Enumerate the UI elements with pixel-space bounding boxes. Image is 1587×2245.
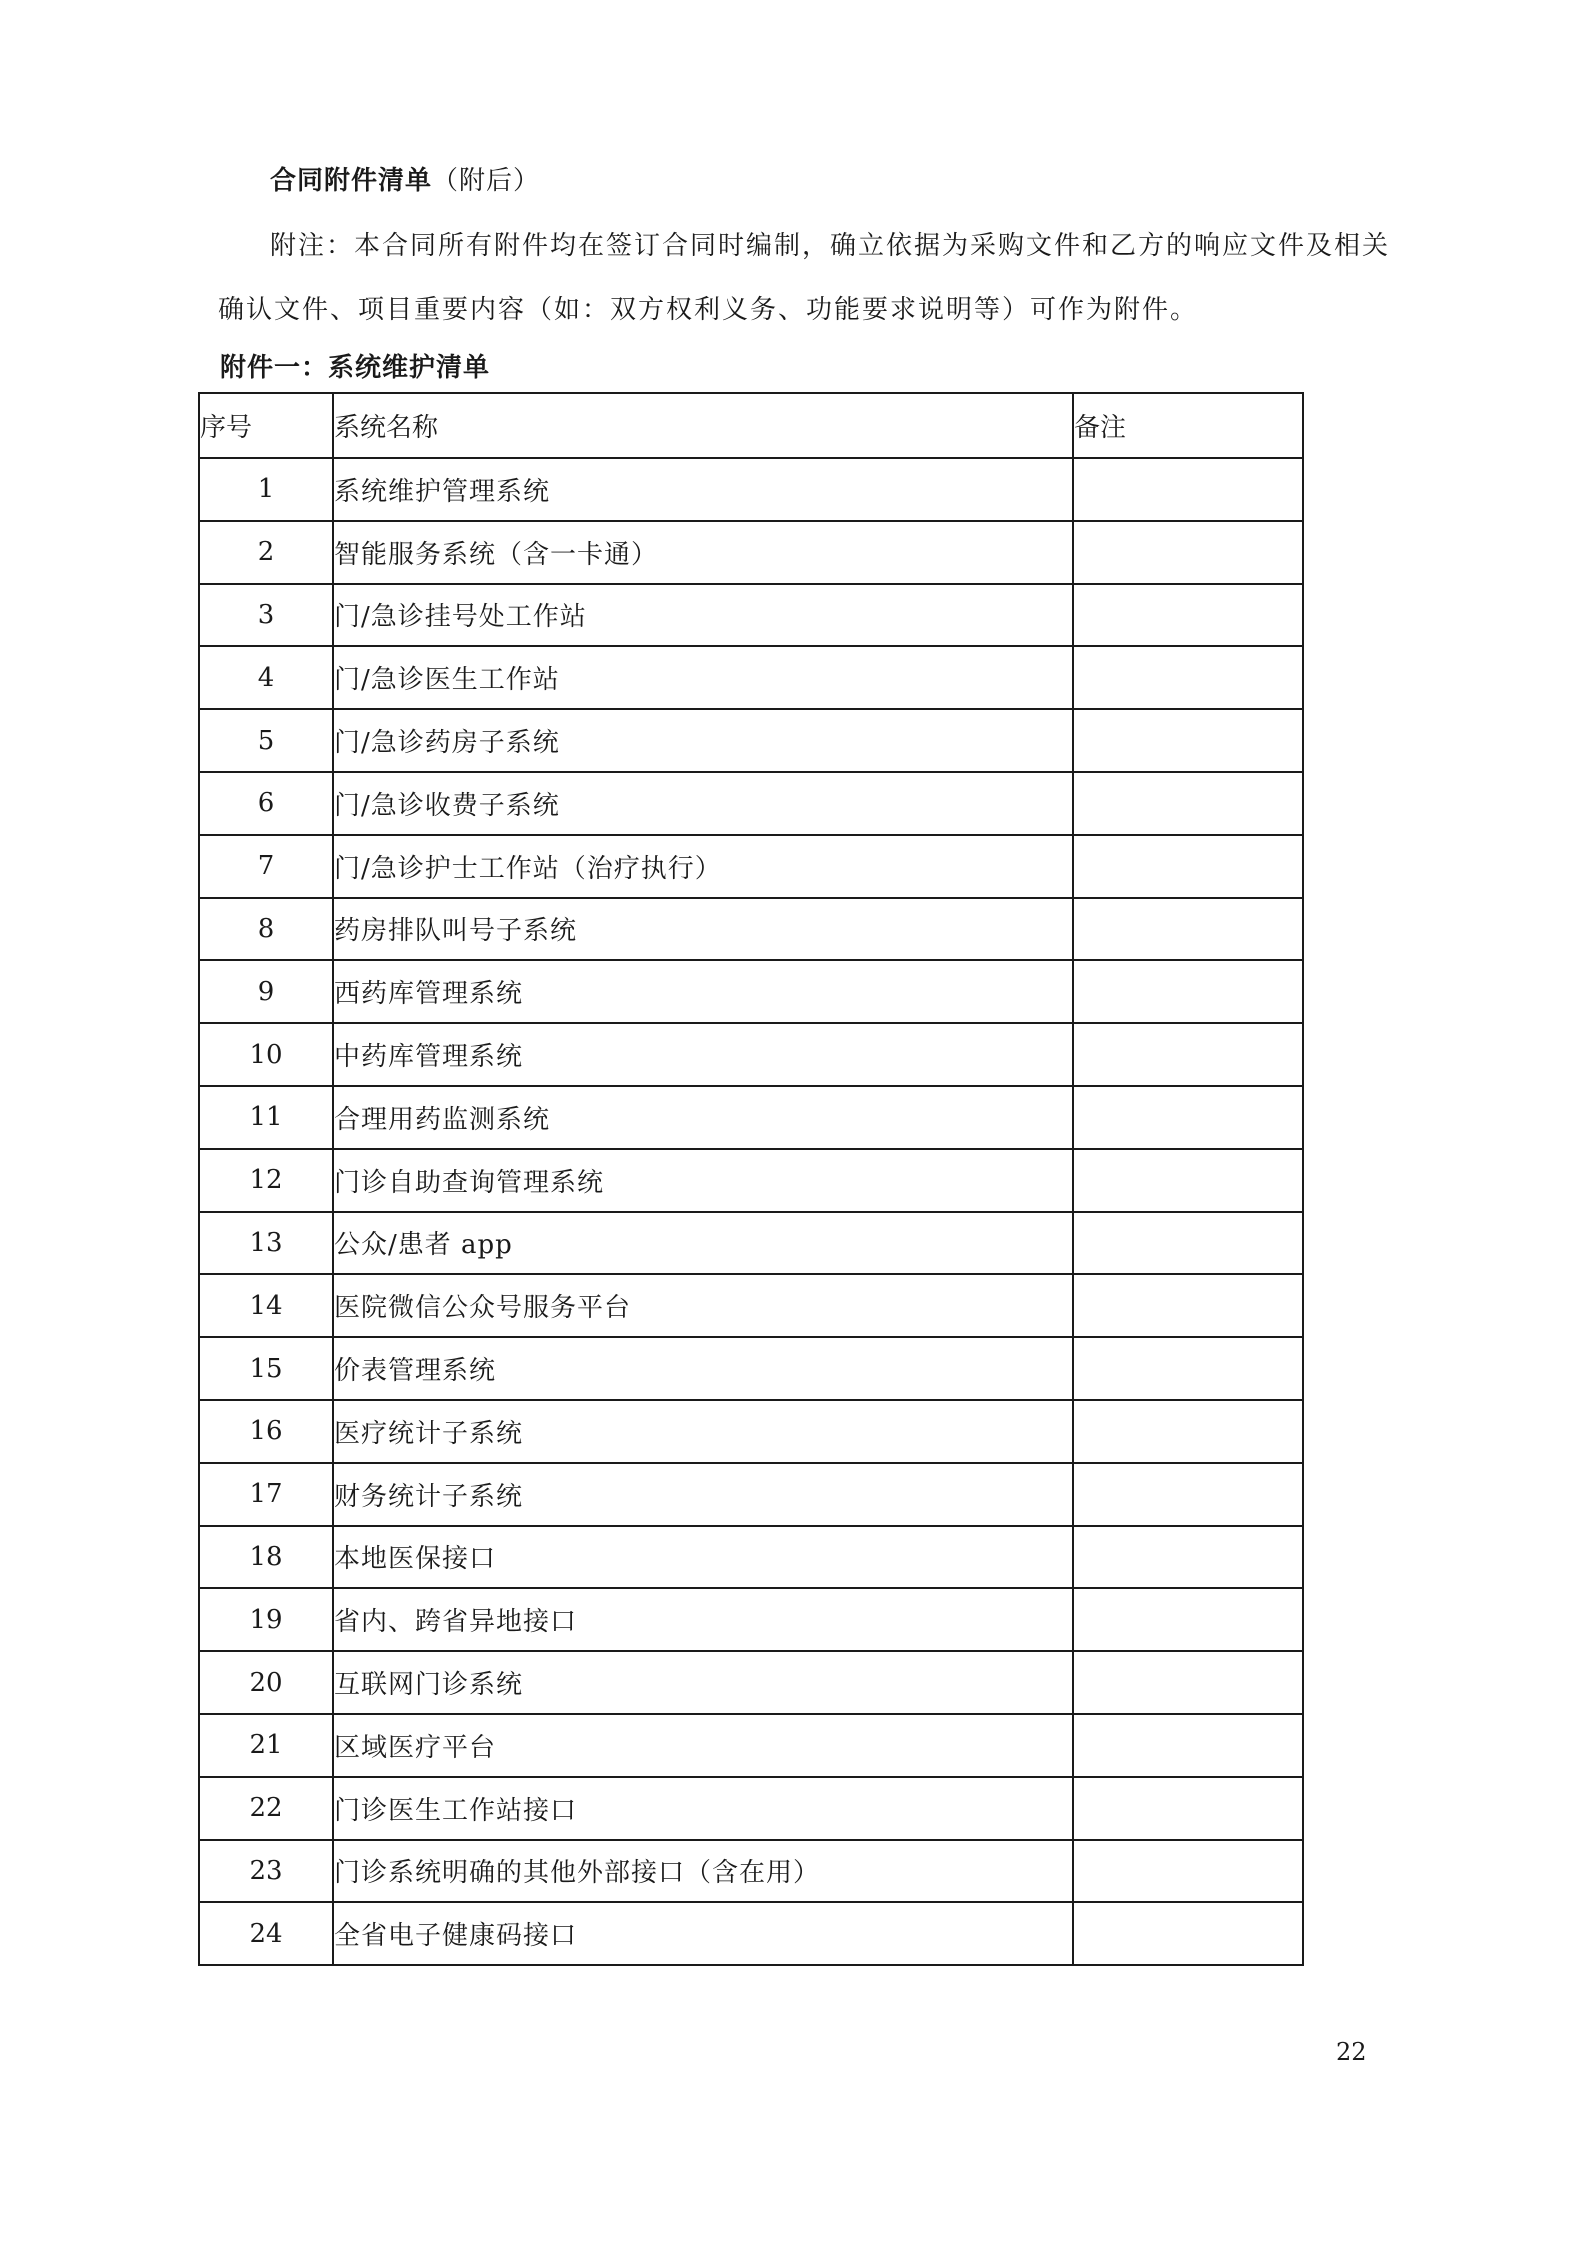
row-system-name-cell: 西药库管理系统 [333, 960, 1073, 1023]
row-system-name-cell: 本地医保接口 [333, 1526, 1073, 1589]
table-title: 附件一：系统维护清单 [220, 353, 491, 383]
row-serial-cell: 11 [199, 1086, 333, 1149]
row-serial-cell: 21 [199, 1714, 333, 1777]
row-serial-cell: 7 [199, 835, 333, 898]
table-row [199, 1651, 1303, 1714]
table-row [199, 1840, 1303, 1903]
row-system-name-cell: 合理用药监测系统 [333, 1086, 1073, 1149]
row-serial-cell: 12 [199, 1149, 333, 1212]
row-serial-cell: 1 [199, 458, 333, 521]
row-serial-cell: 2 [199, 521, 333, 584]
row-remarks-cell [1073, 1777, 1303, 1840]
table-row [199, 898, 1303, 961]
row-remarks-cell [1073, 1463, 1303, 1526]
table-row [199, 1023, 1303, 1086]
row-remarks-cell [1073, 1337, 1303, 1400]
row-remarks-cell [1073, 960, 1303, 1023]
row-system-name-cell: 药房排队叫号子系统 [333, 898, 1073, 961]
row-serial-cell: 10 [199, 1023, 333, 1086]
row-serial-cell: 13 [199, 1212, 333, 1275]
row-remarks-cell [1073, 1400, 1303, 1463]
table-row [199, 1212, 1303, 1275]
row-serial-cell: 23 [199, 1840, 333, 1903]
row-system-name-cell: 医疗统计子系统 [333, 1400, 1073, 1463]
row-remarks-cell [1073, 1651, 1303, 1714]
row-remarks-cell [1073, 584, 1303, 647]
row-system-name-cell: 医院微信公众号服务平台 [333, 1274, 1073, 1337]
row-remarks-cell [1073, 835, 1303, 898]
table-row [199, 646, 1303, 709]
row-remarks-cell [1073, 1714, 1303, 1777]
row-system-name-cell: 门诊系统明确的其他外部接口（含在用） [333, 1840, 1073, 1903]
row-system-name-cell: 门/急诊医生工作站 [333, 646, 1073, 709]
page-number: 22 [1336, 2038, 1367, 2066]
table-row [199, 1463, 1303, 1526]
row-system-name-cell: 价表管理系统 [333, 1337, 1073, 1400]
header-system-name: 系统名称 [333, 393, 1073, 458]
row-serial-cell: 17 [199, 1463, 333, 1526]
row-serial-cell: 8 [199, 898, 333, 961]
row-serial-cell: 3 [199, 584, 333, 647]
row-remarks-cell [1073, 458, 1303, 521]
table-row [199, 1526, 1303, 1589]
row-remarks-cell [1073, 521, 1303, 584]
row-system-name-cell: 门诊自助查询管理系统 [333, 1149, 1073, 1212]
attachment-note-paragraph: 附注：本合同所有附件均在签订合同时编制，确立依据为采购文件和乙方的响应文件及相关确认文件、项目重要内容（如：双方权利义务、功能要求说明等）可作为附件。 [218, 231, 1391, 325]
row-system-name-cell: 门/急诊药房子系统 [333, 709, 1073, 772]
row-remarks-cell [1073, 1840, 1303, 1903]
row-remarks-cell [1073, 646, 1303, 709]
row-serial-cell: 24 [199, 1902, 333, 1965]
row-remarks-cell [1073, 1588, 1303, 1651]
row-system-name-cell: 系统维护管理系统 [333, 458, 1073, 521]
table-row [199, 458, 1303, 521]
table-header-row [199, 393, 1303, 458]
row-system-name-cell: 门/急诊挂号处工作站 [333, 584, 1073, 647]
attachment-list-heading [270, 160, 540, 197]
row-serial-cell: 15 [199, 1337, 333, 1400]
table-row [199, 1588, 1303, 1651]
row-serial-cell: 6 [199, 772, 333, 835]
row-system-name-cell: 中药库管理系统 [333, 1023, 1073, 1086]
table-row [199, 1149, 1303, 1212]
row-system-name-cell: 全省电子健康码接口 [333, 1902, 1073, 1965]
row-serial-cell: 16 [199, 1400, 333, 1463]
table-row [199, 835, 1303, 898]
row-system-name-cell: 财务统计子系统 [333, 1463, 1073, 1526]
heading-note: （附后） [432, 166, 541, 196]
row-remarks-cell [1073, 1023, 1303, 1086]
table-row [199, 1274, 1303, 1337]
table-row [199, 1086, 1303, 1149]
row-remarks-cell [1073, 1526, 1303, 1589]
row-system-name-cell: 门/急诊收费子系统 [333, 772, 1073, 835]
table-row [199, 772, 1303, 835]
table-row [199, 1714, 1303, 1777]
row-remarks-cell [1073, 1149, 1303, 1212]
header-remarks: 备注 [1073, 393, 1303, 458]
table-row [199, 1902, 1303, 1965]
system-maintenance-table [198, 392, 1304, 1966]
heading-title: 合同附件清单 [270, 166, 433, 196]
row-system-name-cell: 门诊医生工作站接口 [333, 1777, 1073, 1840]
table-row [199, 709, 1303, 772]
row-system-name-cell: 门/急诊护士工作站（治疗执行） [333, 835, 1073, 898]
row-remarks-cell [1073, 898, 1303, 961]
table-row [199, 1400, 1303, 1463]
table-row [199, 960, 1303, 1023]
row-system-name-cell: 区域医疗平台 [333, 1714, 1073, 1777]
table-row [199, 1337, 1303, 1400]
row-serial-cell: 20 [199, 1651, 333, 1714]
row-system-name-cell: 智能服务系统（含一卡通） [333, 521, 1073, 584]
row-serial-cell: 14 [199, 1274, 333, 1337]
row-remarks-cell [1073, 1274, 1303, 1337]
row-remarks-cell [1073, 1086, 1303, 1149]
row-serial-cell: 19 [199, 1588, 333, 1651]
table-row [199, 521, 1303, 584]
row-serial-cell: 18 [199, 1526, 333, 1589]
table-row [199, 584, 1303, 647]
header-serial: 序号 [199, 393, 333, 458]
row-serial-cell: 5 [199, 709, 333, 772]
table-row [199, 1777, 1303, 1840]
row-system-name-cell: 互联网门诊系统 [333, 1651, 1073, 1714]
row-serial-cell: 4 [199, 646, 333, 709]
row-system-name-cell: 省内、跨省异地接口 [333, 1588, 1073, 1651]
row-remarks-cell [1073, 1902, 1303, 1965]
row-remarks-cell [1073, 709, 1303, 772]
row-serial-cell: 9 [199, 960, 333, 1023]
row-serial-cell: 22 [199, 1777, 333, 1840]
row-remarks-cell [1073, 1212, 1303, 1275]
row-remarks-cell [1073, 772, 1303, 835]
row-system-name-cell: 公众/患者 app [333, 1212, 1073, 1275]
